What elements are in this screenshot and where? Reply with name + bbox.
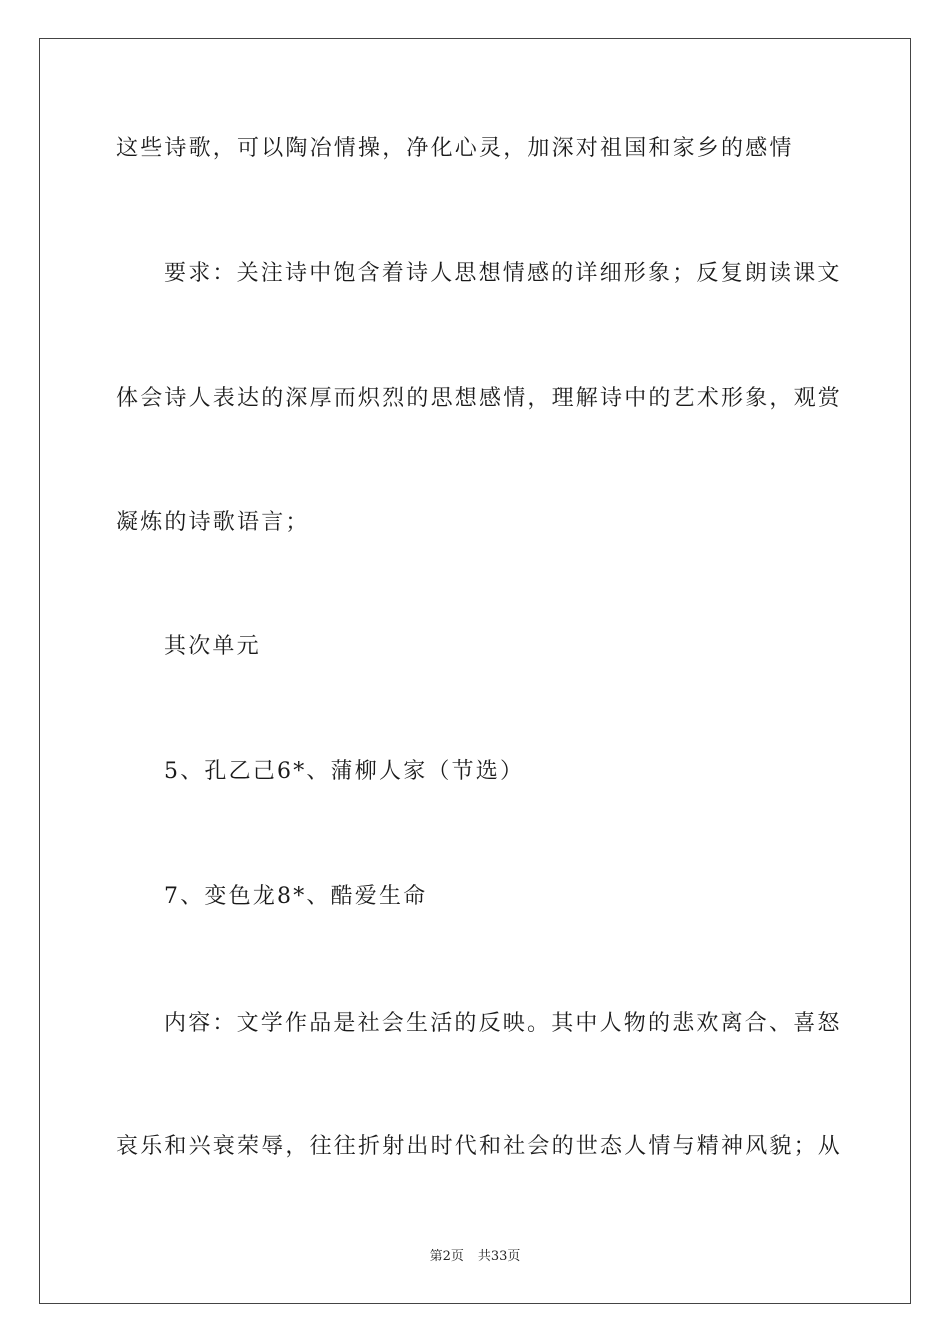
lesson-list-item: 7、变色龙8*、酷爱生命	[164, 884, 428, 909]
page-total: 共33页	[477, 1249, 521, 1264]
section-heading: 其次单元	[164, 634, 261, 659]
body-text-line: 内容：文学作品是社会生活的反映。其中人物的悲欢离合、喜怒	[164, 1011, 842, 1036]
body-text-line: 体会诗人表达的深厚而炽烈的思想感情，理解诗中的艺术形象，观赏	[116, 386, 843, 411]
body-text-line: 要求：关注诗中饱含着诗人思想情感的详细形象；反复朗读课文	[164, 261, 842, 286]
page-border	[39, 38, 911, 1304]
body-text-line: 哀乐和兴衰荣辱，往往折射出时代和社会的世态人情与精神风貌；从	[116, 1134, 843, 1159]
body-text-line: 凝炼的诗歌语言；	[116, 510, 310, 535]
page-number: 第2页	[429, 1249, 464, 1264]
lesson-list-item: 5、孔乙己6*、蒲柳人家（节选）	[164, 759, 525, 784]
body-text-line: 这些诗歌，可以陶冶情操，净化心灵，加深对祖国和家乡的感情	[116, 136, 794, 161]
page-footer	[0, 1249, 950, 1265]
